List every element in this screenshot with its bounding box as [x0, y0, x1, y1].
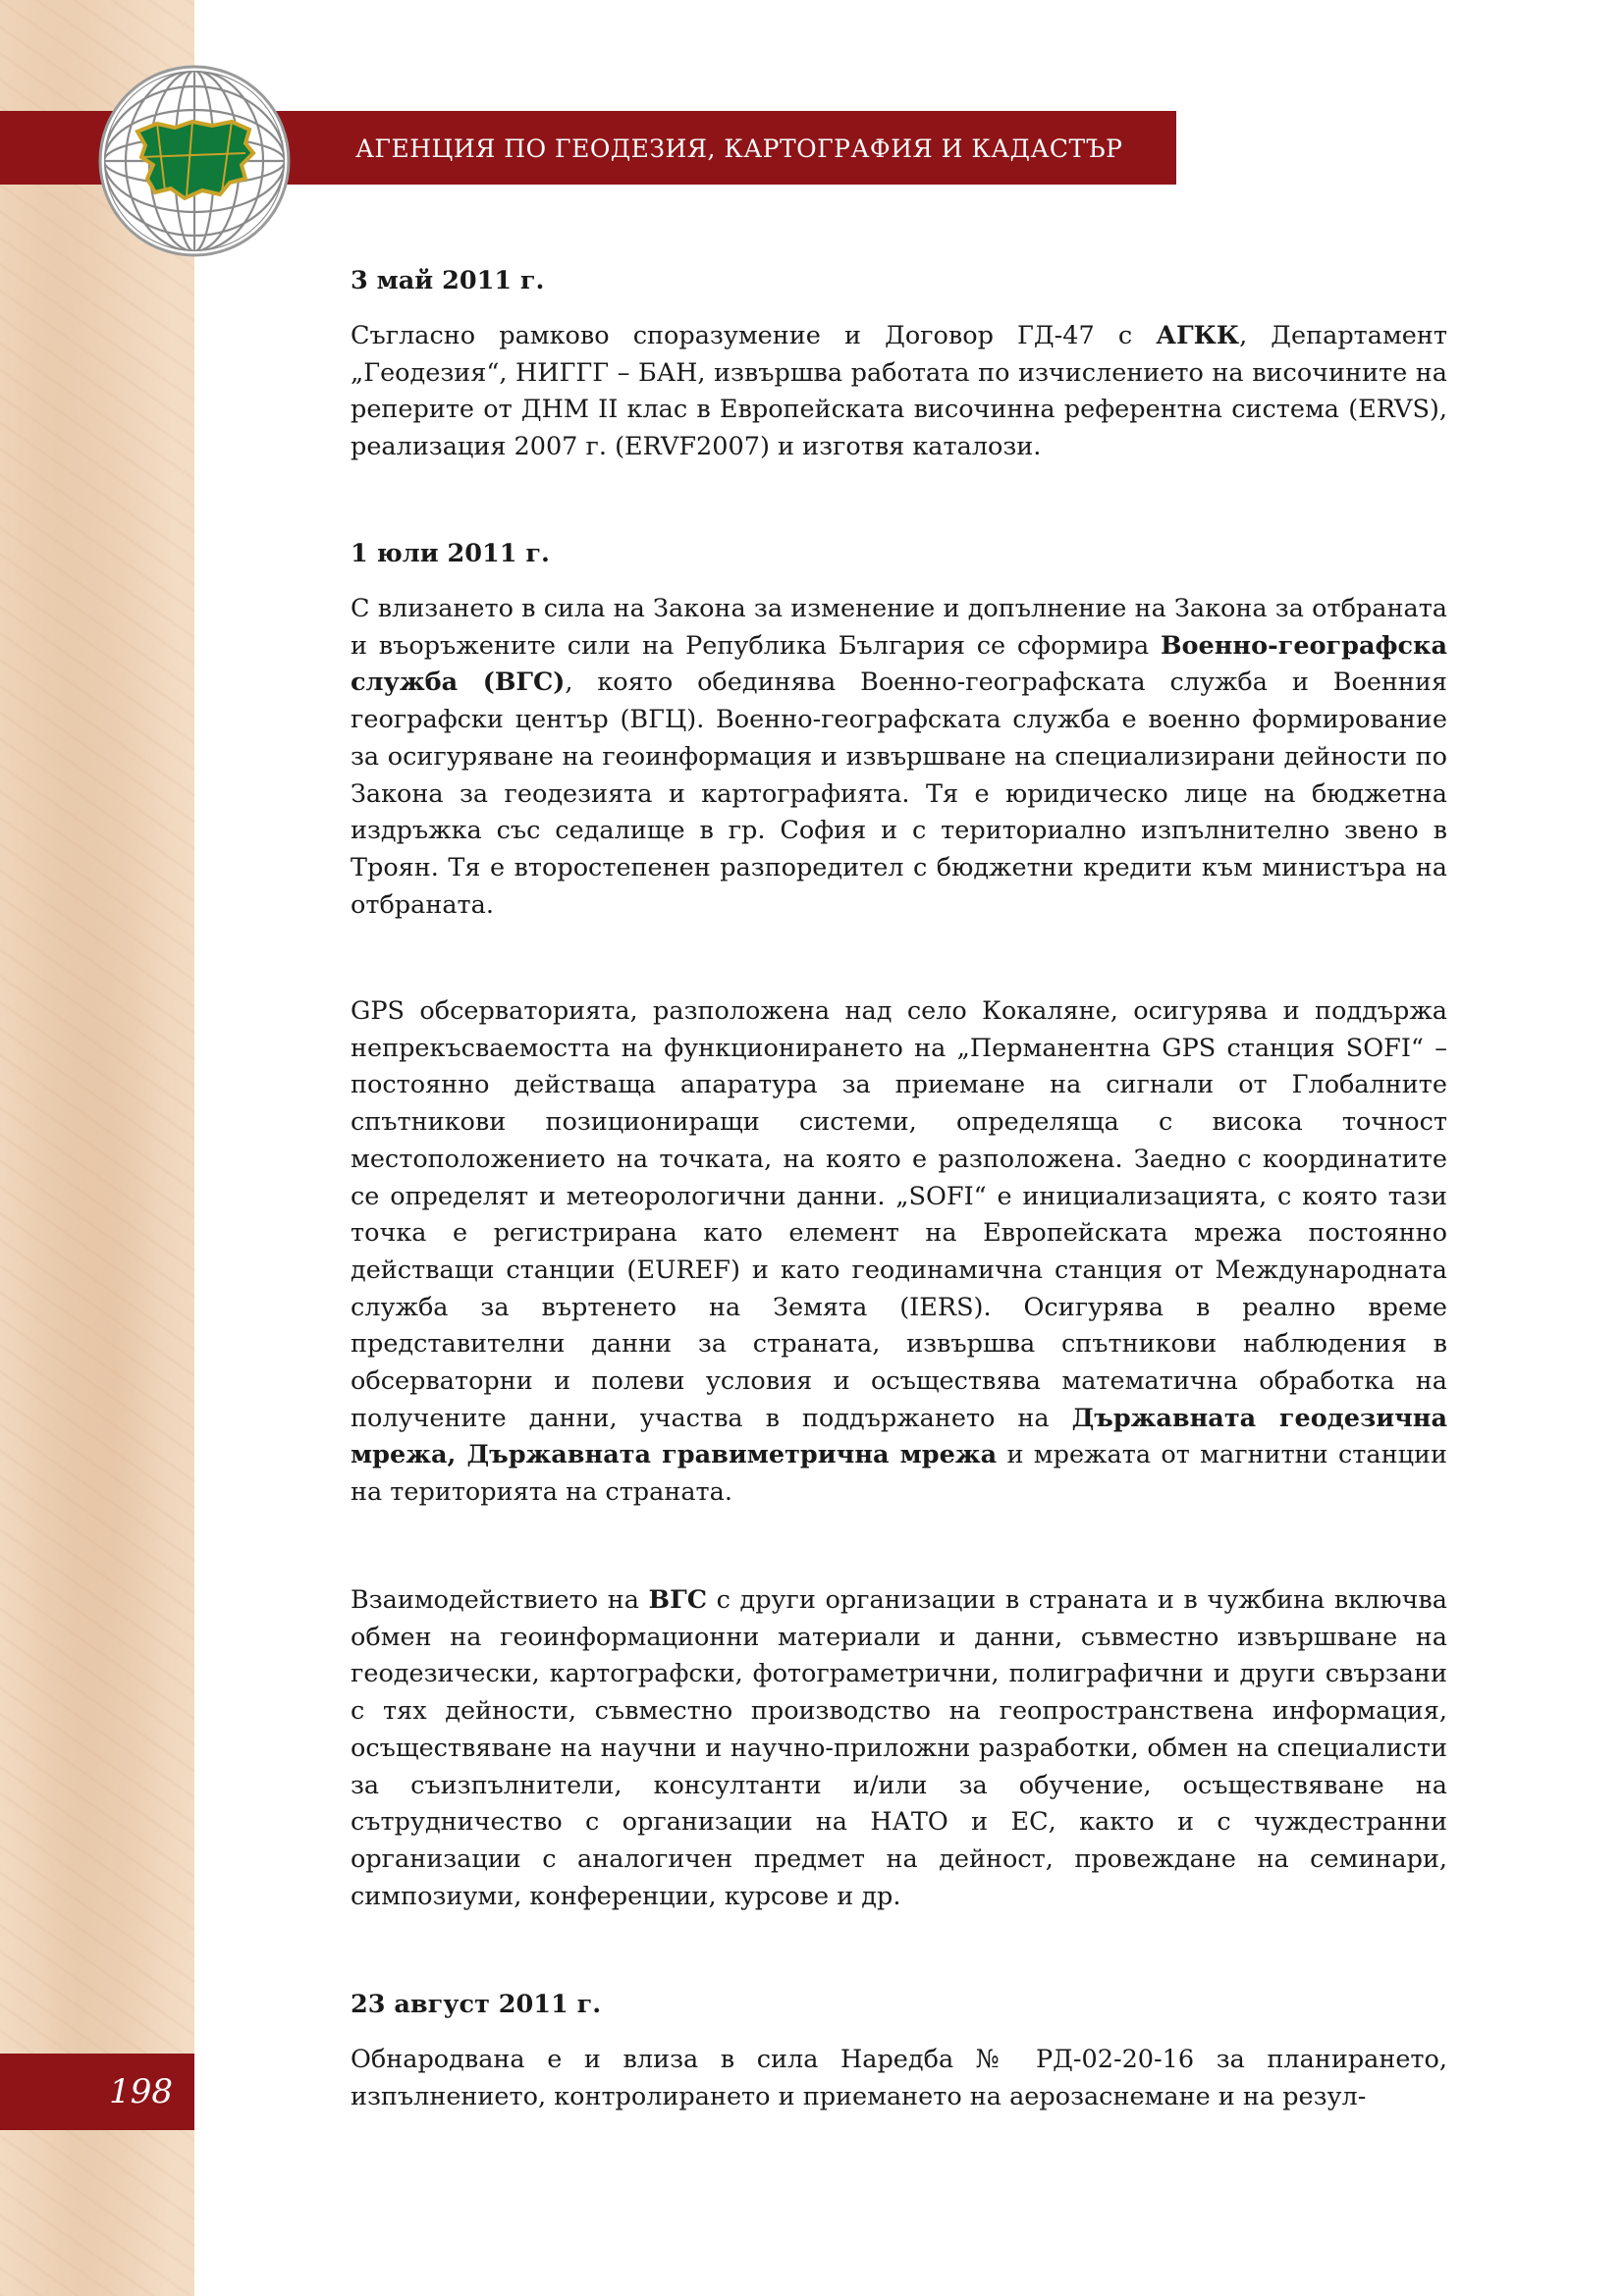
paragraph [351, 318, 1447, 466]
bold-run: АГКК [1156, 321, 1240, 350]
bold-run: Военно-географска служба (ВГС) [351, 630, 1447, 698]
text-run: Взаимодействието на [351, 1585, 649, 1615]
text-run: С влизането в сила на Закона за изменение и допълнение на Закона за отбраната и въоръжените сили на Република България се сформира [351, 594, 1447, 661]
bold-run: Държавната геодезична мрежа, Държавната гравиметрична мрежа [351, 1403, 1447, 1470]
agency-title: АГЕНЦИЯ ПО ГЕОДЕЗИЯ, КАРТОГРАФИЯ И КАДАСТЪР [355, 134, 1123, 163]
decorative-side-strip [0, 0, 194, 2296]
section-date: 3 май 2011 г. [351, 266, 545, 295]
paragraph [351, 591, 1447, 924]
text-run: , Департамент „Геодезия“, НИГГГ – БАН, извършва работата по изчислението на височините на реперите от ДНМ II клас в Европейската височинна референтна система (ERVS), реализация 2007 г. (ERVF2007) и изготвя каталози. [351, 321, 1447, 462]
globe-map-logo-icon [96, 63, 293, 259]
page-number: 198 [109, 2072, 173, 2111]
section-date: 23 август 2011 г. [351, 1990, 602, 2019]
paragraph [351, 1582, 1447, 1915]
text-run: Обнародвана е и влиза в сила Наредба № РД-02-20-16 за планирането, изпълнението, контролирането и приемането на аерозаснемане и на резул- [351, 2045, 1447, 2111]
bold-run: ВГС [648, 1585, 707, 1615]
section-date: 1 юли 2011 г. [351, 539, 550, 568]
text-run: Съгласно рамково споразумение и Договор ГД-47 с [351, 321, 1157, 350]
paragraph [351, 993, 1447, 1512]
text-run: с други организации в страната и в чужбина включва обмен на геоинформационни материали и данни, съвместно извършване на геодезически, картографски, фотограметрични, полиграфични и други свързани с тях дейности, съвместно производство на геопространствена информация, осъществяване на научни и научно-приложни разработки, обмен на специалисти за съизпълнители, консултанти и/или за обучение, осъществяване на сътрудничество с организации на НАТО и ЕС, както и с чуждестранни организации с аналогичен предмет на дейност, провеждане на семинари, симпозиуми, конференции, курсове и др. [351, 1585, 1447, 1911]
paragraph [351, 2042, 1447, 2115]
text-run: , която обединява Военно-географската служба и Военния географски център (ВГЦ). Военно-географската служба е военно формирование за осигуряване на геоинформация и извършване на специализирани дейности по Закона за геодезията и картографията. Тя е юридическо лице на бюджетна издръжка със седалище в гр. София и с териториално изпълнително звено в Троян. Тя е второстепенен разпоредител с бюджетни кредити към министъра на отбраната. [351, 667, 1448, 920]
text-run: и мрежата от магнитни станции на територията на страната. [351, 1440, 1447, 1508]
text-run: GPS обсерваторията, разположена над село Кокаляне, осигурява и поддържа непрекъсваемостта на функционирането на „Перманентна GPS станция SOFI“ – постоянно действаща апаратура за приемане на сигнали от Глобалните спътникови позициониращи системи, определяща с висока точност местоположението на точката, на която е разположена. Заедно с координатите се определят и метеорологични данни. „SOFI“ е инициализацията, с която тази точка е регистрирана като елемент на Европейската мрежа постоянно действащи станции (EUREF) и като геодинамична станция от Международната служба за въртенето на Земята (IERS). Осигурява в реално време представителни данни за страната, извършва спътникови наблюдения в обсерваторни и полеви условия и осъществява математична обработка на получените данни, участва в поддържането на [351, 996, 1447, 1433]
